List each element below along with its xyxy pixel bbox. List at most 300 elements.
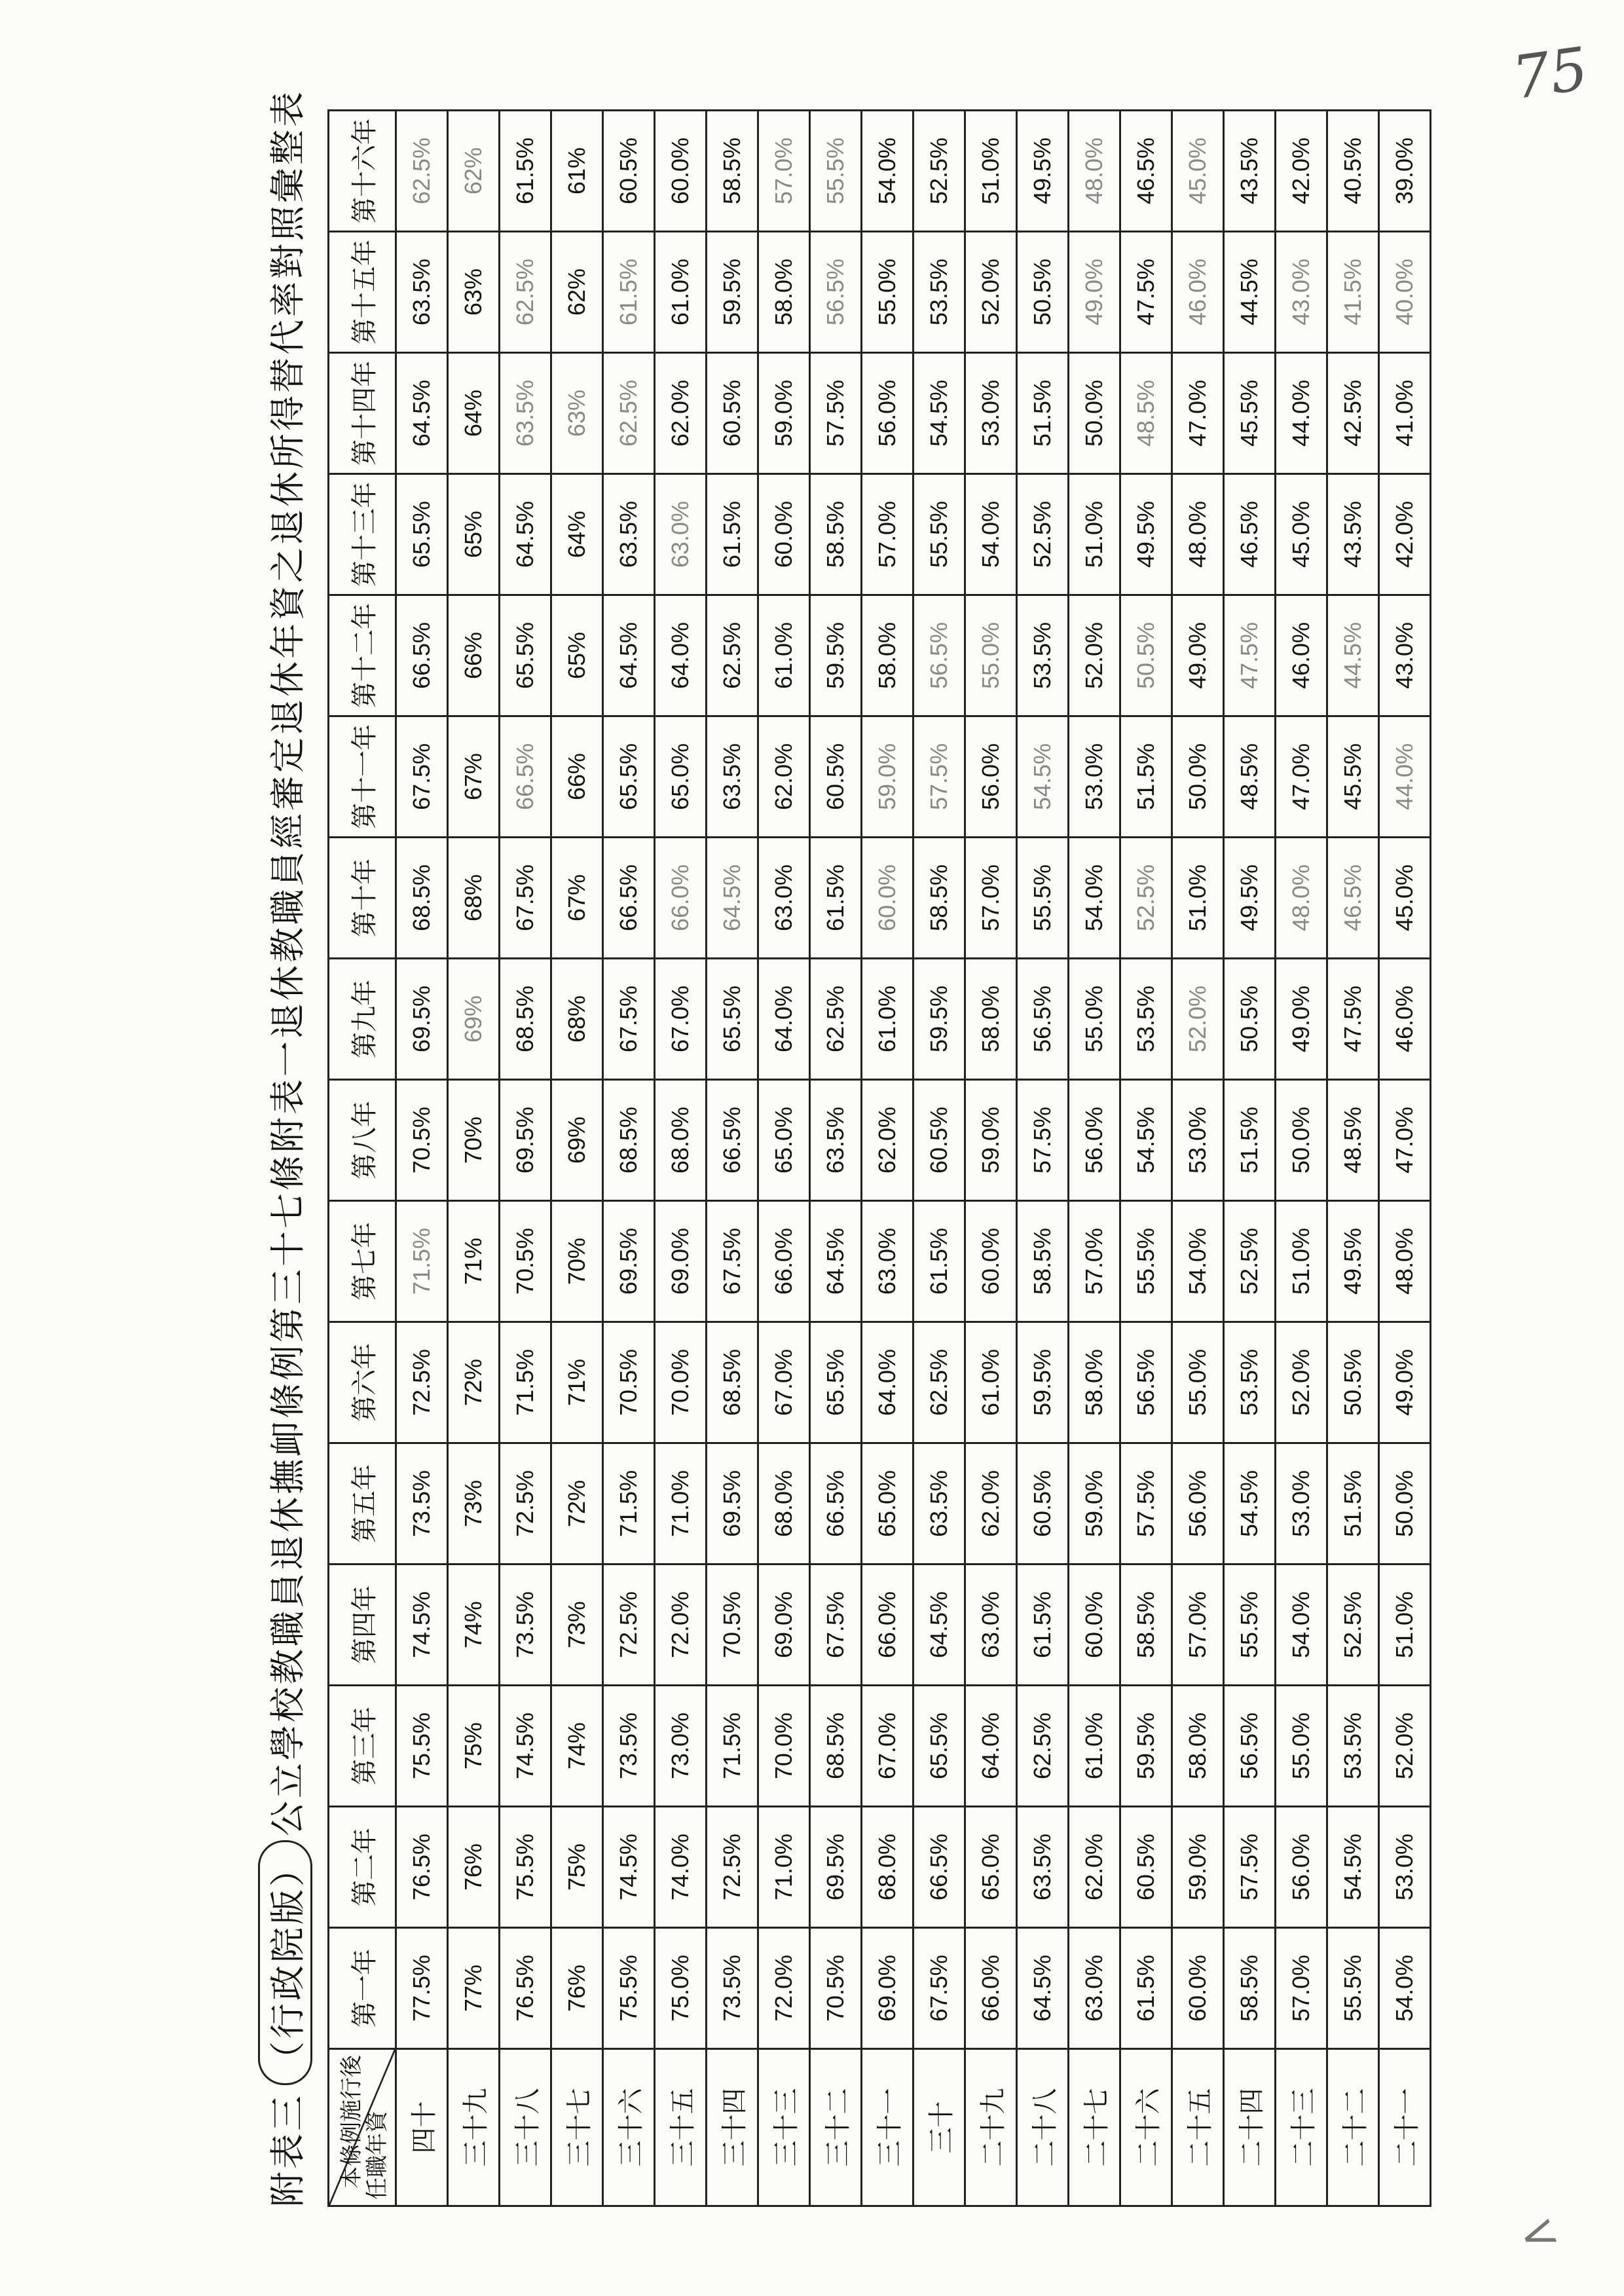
table-cell: 41.5% xyxy=(1327,232,1379,353)
table-cell: 65.0% xyxy=(862,1443,913,1565)
table-cell: 53.0% xyxy=(1379,1807,1431,1928)
table-cell: 55.5% xyxy=(1017,838,1069,959)
table-cell: 70.5% xyxy=(603,1322,655,1443)
table-cell: 61.5% xyxy=(1017,1565,1069,1686)
table-cell: 66% xyxy=(551,716,603,838)
table-cell: 47.0% xyxy=(1276,716,1327,838)
table-cell: 56.0% xyxy=(965,716,1017,838)
table-row xyxy=(603,111,655,2206)
table-cell: 56.0% xyxy=(1172,1443,1224,1565)
table-row xyxy=(913,111,965,2206)
table-cell: 62.5% xyxy=(603,353,655,474)
table-cell: 57.5% xyxy=(1224,1807,1276,1928)
table-cell: 54.0% xyxy=(1069,838,1120,959)
table-cell: 58.5% xyxy=(707,111,758,232)
table-cell: 59.5% xyxy=(1120,1686,1172,1807)
table-cell: 68% xyxy=(551,959,603,1080)
table-cell: 64.5% xyxy=(707,838,758,959)
table-cell: 63% xyxy=(448,232,500,353)
table-cell: 73% xyxy=(551,1565,603,1686)
table-cell: 57.0% xyxy=(965,838,1017,959)
table-cell: 75% xyxy=(551,1807,603,1928)
table-cell: 46.5% xyxy=(1120,111,1172,232)
table-cell: 43.0% xyxy=(1379,595,1431,716)
table-cell: 71.5% xyxy=(603,1443,655,1565)
table-cell: 64.0% xyxy=(758,959,810,1080)
title-prefix: 附表三 xyxy=(267,2093,308,2207)
table-cell: 59.5% xyxy=(810,595,862,716)
table-cell: 74.0% xyxy=(655,1807,707,1928)
table-cell: 56.5% xyxy=(810,232,862,353)
row-label-years-of-service: 二十一 xyxy=(1379,2049,1431,2206)
table-cell: 61.0% xyxy=(1069,1686,1120,1807)
table-cell: 65.5% xyxy=(396,474,448,595)
replacement-rate-table xyxy=(327,109,1431,2207)
table-cell: 45.5% xyxy=(1327,716,1379,838)
table-cell: 68.0% xyxy=(655,1080,707,1201)
table-row xyxy=(758,111,810,2206)
table-cell: 49.0% xyxy=(1069,232,1120,353)
table-cell: 46.0% xyxy=(1276,595,1327,716)
table-cell: 62.0% xyxy=(1069,1807,1120,1928)
table-cell: 72.5% xyxy=(396,1322,448,1443)
row-label-years-of-service: 四十 xyxy=(396,2049,448,2206)
table-cell: 42.5% xyxy=(1327,353,1379,474)
table-cell: 56.5% xyxy=(1017,959,1069,1080)
table-cell: 64.5% xyxy=(1017,1928,1069,2049)
table-cell: 47.5% xyxy=(1120,232,1172,353)
row-label-years-of-service: 三十四 xyxy=(707,2049,758,2206)
table-cell: 48.0% xyxy=(1379,1201,1431,1322)
table-cell: 67.0% xyxy=(758,1322,810,1443)
column-header: 第四年 xyxy=(329,1565,396,1686)
table-cell: 53.0% xyxy=(965,353,1017,474)
table-cell: 60.0% xyxy=(1172,1928,1224,2049)
table-cell: 72.5% xyxy=(500,1443,551,1565)
table-cell: 49.5% xyxy=(1327,1201,1379,1322)
table-cell: 58.5% xyxy=(1120,1565,1172,1686)
table-cell: 63.0% xyxy=(1069,1928,1120,2049)
table-cell: 52.5% xyxy=(1120,838,1172,959)
table-cell: 53.0% xyxy=(1069,716,1120,838)
table-cell: 63.5% xyxy=(1017,1807,1069,1928)
table-cell: 60.0% xyxy=(862,838,913,959)
table-cell: 64% xyxy=(551,474,603,595)
table-cell: 67.5% xyxy=(810,1565,862,1686)
table-cell: 57.0% xyxy=(862,474,913,595)
table-cell: 51.5% xyxy=(1017,353,1069,474)
table-cell: 62.5% xyxy=(913,1322,965,1443)
table-cell: 72% xyxy=(448,1322,500,1443)
table-cell: 53.5% xyxy=(1017,595,1069,716)
row-label-years-of-service: 三十二 xyxy=(810,2049,862,2206)
column-header: 第十一年 xyxy=(329,716,396,838)
table-cell: 48.5% xyxy=(1327,1080,1379,1201)
table-cell: 60.5% xyxy=(603,111,655,232)
table-cell: 67.0% xyxy=(862,1686,913,1807)
table-cell: 53.5% xyxy=(1224,1322,1276,1443)
table-cell: 49.5% xyxy=(1017,111,1069,232)
column-header: 第十年 xyxy=(329,838,396,959)
table-cell: 52.0% xyxy=(965,232,1017,353)
table-cell: 58.5% xyxy=(1224,1928,1276,2049)
table-cell: 64.0% xyxy=(862,1322,913,1443)
table-row xyxy=(1017,111,1069,2206)
table-cell: 67.5% xyxy=(500,838,551,959)
table-cell: 53.5% xyxy=(1327,1686,1379,1807)
table-cell: 46.0% xyxy=(1379,959,1431,1080)
table-cell: 51.0% xyxy=(1069,474,1120,595)
table-cell: 55.0% xyxy=(1276,1686,1327,1807)
table-cell: 69% xyxy=(448,959,500,1080)
table-cell: 59.0% xyxy=(965,1080,1017,1201)
table-corner-header xyxy=(329,2049,396,2206)
table-cell: 63.0% xyxy=(655,474,707,595)
table-cell: 45.0% xyxy=(1172,111,1224,232)
table-cell: 76.5% xyxy=(500,1928,551,2049)
table-cell: 62.5% xyxy=(707,595,758,716)
table-cell: 68.5% xyxy=(396,838,448,959)
table-cell: 58.0% xyxy=(1172,1686,1224,1807)
table-cell: 64.0% xyxy=(965,1686,1017,1807)
table-cell: 63% xyxy=(551,353,603,474)
table-cell: 49.0% xyxy=(1379,1322,1431,1443)
title-circled-annotation: （行政院版） xyxy=(258,1840,312,2085)
corner-mark: < xyxy=(1511,2202,1566,2266)
table-cell: 60.5% xyxy=(913,1080,965,1201)
table-row xyxy=(862,111,913,2206)
table-cell: 50.5% xyxy=(1017,232,1069,353)
table-cell: 52.5% xyxy=(1224,1201,1276,1322)
table-cell: 72.0% xyxy=(655,1565,707,1686)
table-cell: 61.5% xyxy=(913,1201,965,1322)
table-cell: 64.5% xyxy=(810,1201,862,1322)
table-cell: 64% xyxy=(448,353,500,474)
table-cell: 71% xyxy=(448,1201,500,1322)
table-cell: 58.0% xyxy=(965,959,1017,1080)
table-cell: 55.5% xyxy=(1120,1201,1172,1322)
table-cell: 47.0% xyxy=(1172,353,1224,474)
table-cell: 45.0% xyxy=(1276,474,1327,595)
table-cell: 54.5% xyxy=(1120,1080,1172,1201)
table-cell: 52.0% xyxy=(1379,1686,1431,1807)
table-cell: 56.0% xyxy=(1069,1080,1120,1201)
table-cell: 39.0% xyxy=(1379,111,1431,232)
table-cell: 57.5% xyxy=(810,353,862,474)
corner-label-rows: 任職年資 xyxy=(364,2111,390,2200)
table-cell: 69.0% xyxy=(655,1201,707,1322)
table-cell: 48.5% xyxy=(1224,716,1276,838)
table-cell: 62.5% xyxy=(810,959,862,1080)
table-cell: 69.5% xyxy=(396,959,448,1080)
table-cell: 54.0% xyxy=(1379,1928,1431,2049)
table-cell: 61.0% xyxy=(758,595,810,716)
column-header: 第十六年 xyxy=(329,111,396,232)
table-cell: 57.5% xyxy=(913,716,965,838)
table-cell: 54.0% xyxy=(1172,1201,1224,1322)
row-label-years-of-service: 二十七 xyxy=(1069,2049,1120,2206)
row-label-years-of-service: 二十三 xyxy=(1276,2049,1327,2206)
table-cell: 54.0% xyxy=(862,111,913,232)
table-cell: 70% xyxy=(448,1080,500,1201)
table-cell: 54.0% xyxy=(1276,1565,1327,1686)
table-cell: 50.0% xyxy=(1172,716,1224,838)
table-cell: 58.5% xyxy=(810,474,862,595)
column-header: 第二年 xyxy=(329,1807,396,1928)
table-cell: 74% xyxy=(551,1686,603,1807)
page-number: 75 xyxy=(1508,34,1593,113)
table-cell: 65.5% xyxy=(500,595,551,716)
row-label-years-of-service: 二十九 xyxy=(965,2049,1017,2206)
table-cell: 69.5% xyxy=(603,1201,655,1322)
table-cell: 63.0% xyxy=(965,1565,1017,1686)
table-cell: 54.0% xyxy=(965,474,1017,595)
table-cell: 63.0% xyxy=(862,1201,913,1322)
table-cell: 43.0% xyxy=(1276,232,1327,353)
table-cell: 70.0% xyxy=(655,1322,707,1443)
table-cell: 50.0% xyxy=(1379,1443,1431,1565)
table-cell: 77.5% xyxy=(396,1928,448,2049)
table-cell: 50.5% xyxy=(1224,959,1276,1080)
table-cell: 62.5% xyxy=(1017,1686,1069,1807)
table-cell: 69.5% xyxy=(707,1443,758,1565)
table-cell: 48.0% xyxy=(1069,111,1120,232)
table-cell: 65.0% xyxy=(965,1807,1017,1928)
table-cell: 75.5% xyxy=(603,1928,655,2049)
table-cell: 59.0% xyxy=(862,716,913,838)
table-cell: 60.0% xyxy=(655,111,707,232)
table-cell: 74% xyxy=(448,1565,500,1686)
table-cell: 64.5% xyxy=(500,474,551,595)
table-cell: 60.5% xyxy=(1120,1807,1172,1928)
table-cell: 50.5% xyxy=(1327,1322,1379,1443)
table-cell: 63.0% xyxy=(758,838,810,959)
row-label-years-of-service: 三十 xyxy=(913,2049,965,2206)
table-cell: 53.0% xyxy=(1276,1443,1327,1565)
table-cell: 61.5% xyxy=(707,474,758,595)
table-cell: 44.0% xyxy=(1276,353,1327,474)
table-cell: 72.0% xyxy=(758,1928,810,2049)
table-cell: 62.0% xyxy=(862,1080,913,1201)
table-cell: 50.0% xyxy=(1276,1080,1327,1201)
table-cell: 71.5% xyxy=(707,1686,758,1807)
table-cell: 66.5% xyxy=(500,716,551,838)
table-cell: 76% xyxy=(551,1928,603,2049)
table-row xyxy=(1172,111,1224,2206)
row-label-years-of-service: 三十八 xyxy=(500,2049,551,2206)
table-cell: 59.0% xyxy=(758,353,810,474)
table-cell: 44.0% xyxy=(1379,716,1431,838)
row-label-years-of-service: 三十一 xyxy=(862,2049,913,2206)
table-cell: 59.0% xyxy=(1069,1443,1120,1565)
table-cell: 76% xyxy=(448,1807,500,1928)
table-cell: 55.0% xyxy=(862,232,913,353)
table-cell: 51.0% xyxy=(1172,838,1224,959)
table-cell: 70.5% xyxy=(707,1565,758,1686)
table-cell: 66% xyxy=(448,595,500,716)
table-cell: 73.5% xyxy=(500,1565,551,1686)
table-cell: 68.5% xyxy=(500,959,551,1080)
column-header: 第七年 xyxy=(329,1201,396,1322)
table-cell: 71.5% xyxy=(500,1322,551,1443)
column-header: 第一年 xyxy=(329,1928,396,2049)
table-header-row xyxy=(329,111,396,2206)
table-cell: 63.5% xyxy=(603,474,655,595)
table-cell: 60.0% xyxy=(965,1201,1017,1322)
table-cell: 44.5% xyxy=(1327,595,1379,716)
table-cell: 53.0% xyxy=(1172,1080,1224,1201)
column-header: 第三年 xyxy=(329,1686,396,1807)
table-cell: 74.5% xyxy=(500,1686,551,1807)
table-row xyxy=(655,111,707,2206)
table-cell: 56.5% xyxy=(1120,1322,1172,1443)
table-cell: 76.5% xyxy=(396,1807,448,1928)
table-cell: 67.5% xyxy=(396,716,448,838)
table-cell: 68.5% xyxy=(810,1686,862,1807)
table-cell: 64.0% xyxy=(655,595,707,716)
table-cell: 52.0% xyxy=(1069,595,1120,716)
table-row xyxy=(1069,111,1120,2206)
table-cell: 49.0% xyxy=(1276,959,1327,1080)
row-label-years-of-service: 三十九 xyxy=(448,2049,500,2206)
table-cell: 52.5% xyxy=(1327,1565,1379,1686)
table-cell: 68.0% xyxy=(758,1443,810,1565)
table-cell: 43.5% xyxy=(1224,111,1276,232)
table-cell: 46.5% xyxy=(1327,838,1379,959)
table-cell: 62% xyxy=(551,232,603,353)
table-cell: 65.5% xyxy=(707,959,758,1080)
table-cell: 62.0% xyxy=(758,716,810,838)
rotated-content xyxy=(255,89,1598,2207)
table-cell: 61.0% xyxy=(862,959,913,1080)
table-row xyxy=(551,111,603,2206)
table-row xyxy=(1327,111,1379,2206)
table-cell: 62.0% xyxy=(655,353,707,474)
table-cell: 51.0% xyxy=(1379,1565,1431,1686)
table-row xyxy=(965,111,1017,2206)
table-cell: 51.0% xyxy=(965,111,1017,232)
table-cell: 71.0% xyxy=(655,1443,707,1565)
table-cell: 69.5% xyxy=(810,1807,862,1928)
table-cell: 68.0% xyxy=(862,1807,913,1928)
table-cell: 57.0% xyxy=(758,111,810,232)
table-row xyxy=(448,111,500,2206)
table-cell: 70.0% xyxy=(758,1686,810,1807)
table-row xyxy=(707,111,758,2206)
table-cell: 56.0% xyxy=(1276,1807,1327,1928)
table-cell: 65% xyxy=(448,474,500,595)
table-cell: 74.5% xyxy=(603,1807,655,1928)
table-cell: 67% xyxy=(551,838,603,959)
table-cell: 61.0% xyxy=(655,232,707,353)
table-cell: 61.5% xyxy=(603,232,655,353)
table-cell: 51.5% xyxy=(1224,1080,1276,1201)
table-row xyxy=(1224,111,1276,2206)
table-cell: 72% xyxy=(551,1443,603,1565)
table-cell: 52.5% xyxy=(1017,474,1069,595)
table-cell: 53.5% xyxy=(1120,959,1172,1080)
table-cell: 72.5% xyxy=(603,1565,655,1686)
table-cell: 65.0% xyxy=(655,716,707,838)
table-cell: 67.5% xyxy=(707,1201,758,1322)
table-cell: 60.0% xyxy=(1069,1565,1120,1686)
table-cell: 75.0% xyxy=(655,1928,707,2049)
table-cell: 65.0% xyxy=(758,1080,810,1201)
table-cell: 51.5% xyxy=(1327,1443,1379,1565)
row-label-years-of-service: 二十八 xyxy=(1017,2049,1069,2206)
table-cell: 57.5% xyxy=(1120,1443,1172,1565)
table-cell: 63.5% xyxy=(707,716,758,838)
table-cell: 50.5% xyxy=(1120,595,1172,716)
table-cell: 43.5% xyxy=(1327,474,1379,595)
table-cell: 45.5% xyxy=(1224,353,1276,474)
table-cell: 44.5% xyxy=(1224,232,1276,353)
column-header: 第九年 xyxy=(329,959,396,1080)
table-cell: 55.5% xyxy=(1224,1565,1276,1686)
table-cell: 60.5% xyxy=(707,353,758,474)
column-header: 第八年 xyxy=(329,1080,396,1201)
table-cell: 61.0% xyxy=(965,1322,1017,1443)
table-cell: 68.5% xyxy=(707,1322,758,1443)
table-cell: 69.5% xyxy=(500,1080,551,1201)
title-main: 公立學校教職員退休撫卹條例第三十七條附表一退休教職員經審定退休年資之退休所得替代率對照彙整表 xyxy=(267,89,308,1836)
table-cell: 69.0% xyxy=(758,1565,810,1686)
table-cell: 61% xyxy=(551,111,603,232)
column-header: 第十二年 xyxy=(329,595,396,716)
table-cell: 67.5% xyxy=(913,1928,965,2049)
table-cell: 57.5% xyxy=(1017,1080,1069,1201)
table-cell: 65.5% xyxy=(913,1686,965,1807)
table-cell: 62.5% xyxy=(500,232,551,353)
table-cell: 54.5% xyxy=(913,353,965,474)
table-cell: 65.5% xyxy=(810,1322,862,1443)
table-cell: 54.5% xyxy=(1327,1807,1379,1928)
table-cell: 48.5% xyxy=(1120,353,1172,474)
table-cell: 40.5% xyxy=(1327,111,1379,232)
table-cell: 70.5% xyxy=(810,1928,862,2049)
column-header: 第五年 xyxy=(329,1443,396,1565)
table-cell: 71.0% xyxy=(758,1807,810,1928)
table-cell: 71% xyxy=(551,1322,603,1443)
table-cell: 57.0% xyxy=(1276,1928,1327,2049)
table-row xyxy=(396,111,448,2206)
table-cell: 58.0% xyxy=(1069,1322,1120,1443)
table-row xyxy=(1379,111,1431,2206)
table-cell: 75.5% xyxy=(500,1807,551,1928)
row-label-years-of-service: 三十七 xyxy=(551,2049,603,2206)
table-cell: 64.5% xyxy=(396,353,448,474)
table-cell: 70.5% xyxy=(396,1080,448,1201)
column-header: 第十五年 xyxy=(329,232,396,353)
table-cell: 58.0% xyxy=(862,595,913,716)
table-cell: 56.5% xyxy=(1224,1686,1276,1807)
table-cell: 56.5% xyxy=(913,595,965,716)
row-label-years-of-service: 三十五 xyxy=(655,2049,707,2206)
corner-label-columns: 本條例施行後 xyxy=(339,2055,365,2189)
table-cell: 45.0% xyxy=(1379,838,1431,959)
table-cell: 55.5% xyxy=(913,474,965,595)
table-cell: 73.5% xyxy=(707,1928,758,2049)
table-cell: 62.0% xyxy=(965,1443,1017,1565)
table-cell: 59.0% xyxy=(1172,1807,1224,1928)
table-cell: 62.5% xyxy=(396,111,448,232)
table-cell: 61.5% xyxy=(1120,1928,1172,2049)
table-cell: 73.5% xyxy=(603,1686,655,1807)
table-cell: 66.0% xyxy=(965,1928,1017,2049)
table-cell: 69% xyxy=(551,1080,603,1201)
column-header: 第十三年 xyxy=(329,474,396,595)
table-cell: 55.5% xyxy=(1327,1928,1379,2049)
